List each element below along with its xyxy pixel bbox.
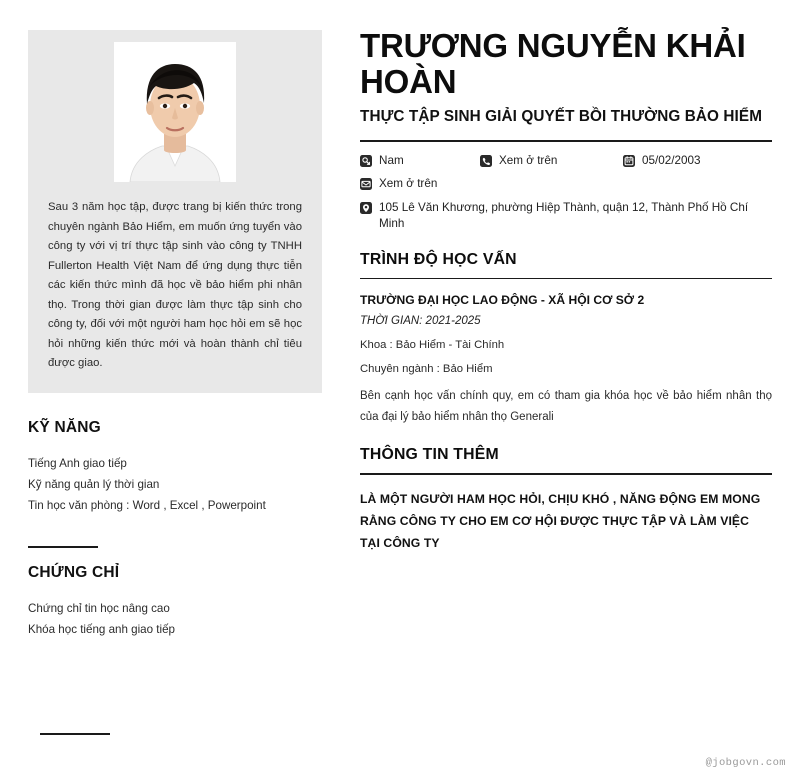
contact-address-value: 105 Lê Văn Khương, phường Hiệp Thành, quận 12, Thành Phố Hồ Chí Minh xyxy=(379,200,749,230)
gender-icon xyxy=(360,155,372,167)
skills-heading: KỸ NĂNG xyxy=(28,419,101,436)
divider xyxy=(28,546,98,548)
education-note: Bên cạnh học vấn chính quy, em có tham gia khóa học về bảo hiểm nhân thọ của đại lý bảo hiểm nhân thọ Generali xyxy=(360,390,772,424)
profile-panel xyxy=(28,30,322,393)
education-heading: TRÌNH ĐỘ HỌC VẤN xyxy=(360,250,517,268)
contact-gender xyxy=(360,153,480,170)
profile-summary: Sau 3 năm học tập, được trang bị kiến thức trong chuyên ngành Bảo Hiểm, em muốn ứng tuyển vào công ty với vị trí thực tập sinh vào công ty TNHH Fullerton Health Việt Nam để ứng dụng thực tiễn các kiến thức mình đã học về bảo hiểm phi nhân thọ. Trong thời gian được làm thực tập sinh cho công ty, đối với một người ham học hỏi em sẽ học hỏi những kiến thức mới và hoàn thành chỉ tiêu được giao. xyxy=(48,201,302,369)
divider xyxy=(360,140,772,142)
additional-info-section xyxy=(360,446,772,554)
list-item: Khóa học tiếng anh giao tiếp xyxy=(28,623,175,636)
contact-row xyxy=(360,153,772,170)
education-faculty: Khoa : Bảo Hiểm - Tài Chính xyxy=(360,339,505,352)
contact-address xyxy=(360,200,772,233)
list-item: Chứng chỉ tin học nâng cao xyxy=(28,602,170,615)
skills-section xyxy=(28,419,322,516)
watermark: @jobgovn.com xyxy=(705,757,786,769)
certificates-section xyxy=(28,564,322,640)
certificates-heading: CHỨNG CHỈ xyxy=(28,564,120,581)
left-column xyxy=(28,30,322,640)
phone-icon xyxy=(480,155,492,167)
contact-row xyxy=(360,176,772,193)
additional-info-heading: THÔNG TIN THÊM xyxy=(360,446,499,464)
location-pin-icon xyxy=(360,202,372,214)
contact-gender-value: Nam xyxy=(379,153,404,167)
education-time: THỜI GIAN: 2021-2025 xyxy=(360,315,481,328)
contact-email xyxy=(360,176,772,193)
envelope-icon xyxy=(360,178,372,190)
divider-bottom xyxy=(40,733,110,735)
contact-phone xyxy=(480,153,623,170)
page-title: TRƯƠNG NGUYỄN KHẢI HOÀN xyxy=(360,27,746,100)
education-major: Chuyên ngành : Bảo Hiểm xyxy=(360,363,493,376)
divider xyxy=(360,473,772,475)
contact-email-value: Xem ở trên xyxy=(379,177,438,190)
list-item: Tiếng Anh giao tiếp xyxy=(28,457,127,470)
contact-phone-value: Xem ở trên xyxy=(499,153,558,167)
contact-row xyxy=(360,200,772,233)
divider xyxy=(360,278,772,280)
calendar-icon xyxy=(623,155,635,167)
avatar xyxy=(114,42,236,182)
list-item: Tin học văn phòng : Word , Excel , Powerpoint xyxy=(28,499,266,512)
job-title: THỰC TẬP SINH GIẢI QUYẾT BỒI THƯỜNG BẢO HIỂM xyxy=(360,108,763,125)
contact-dob xyxy=(623,153,701,170)
list-item: Kỹ năng quản lý thời gian xyxy=(28,478,160,491)
portrait-photo-icon xyxy=(114,42,236,182)
additional-info-text: LÀ MỘT NGƯỜI HAM HỌC HỎI, CHỊU KHÓ , NĂNG ĐỘNG EM MONG RẰNG CÔNG TY CHO EM CƠ HỘI ĐƯỢC THỰC TẬP VÀ LÀM VIỆC TẠI CÔNG TY xyxy=(360,491,761,550)
contact-dob-value: 05/02/2003 xyxy=(642,153,701,167)
education-school: TRƯỜNG ĐẠI HỌC LAO ĐỘNG - XÃ HỘI CƠ SỞ 2 xyxy=(360,293,645,308)
contact-info xyxy=(360,153,772,233)
education-section xyxy=(360,251,772,429)
right-column xyxy=(360,28,772,554)
